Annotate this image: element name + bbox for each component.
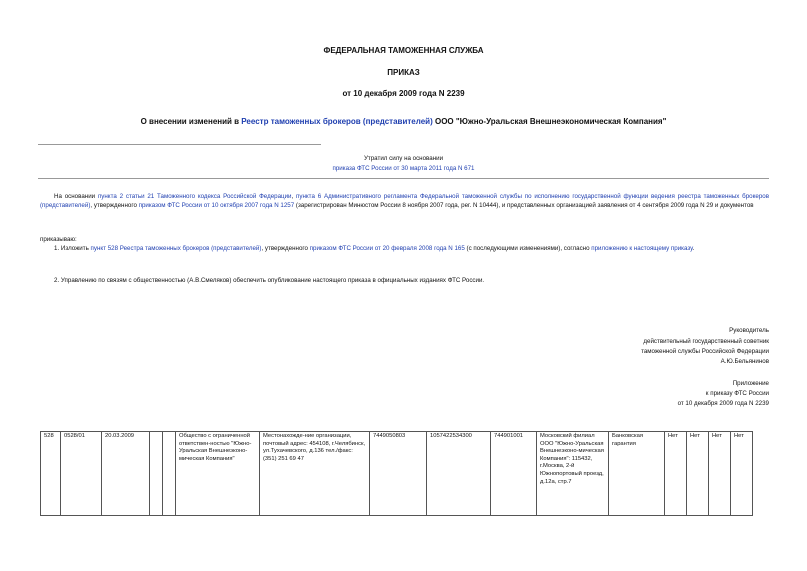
cell-branch: Московский филиал ООО "Южно-Уральская Внешнеэконо-мическая Компания": 115432, г.Москва, 2-й Южнопортовый проезд, д.12а, стр.7 — [537, 432, 609, 516]
p1-text-2: , — [291, 193, 297, 200]
appendix-title: Приложение — [732, 380, 769, 387]
document-type: ПРИКАЗ — [387, 68, 420, 77]
repeal-note: Утратил силу на основании — [363, 155, 444, 162]
cell-number: 528 — [41, 432, 61, 516]
signature-rank-2: таможенной службы Российской Федерации — [641, 348, 769, 355]
item1-text-1: 1. Изложить — [54, 245, 91, 252]
table-row — [41, 432, 753, 516]
cell-guarantee: Банковская гарантия — [609, 432, 665, 516]
cell-flag-1: Нет — [665, 432, 687, 516]
registry-link[interactable]: Реестр таможенных брокеров (представителей) — [241, 117, 433, 126]
signature-role: Руководитель — [729, 327, 769, 334]
item-2: 2. Управлению по связям с общественностью (А.В.Смеляков) обеспечить опубликование настоящего приказа в официальных изданиях ФТС России. — [54, 277, 485, 284]
p1-text-4: (зарегистрирован Минюстом России 8 ноября 2007 года, рег. N 10444), и представленных организацией заявления от 4 сентября 2009 года N 29 и документов — [294, 202, 754, 209]
cell-empty-2 — [163, 432, 176, 516]
agency-name: ФЕДЕРАЛЬНАЯ ТАМОЖЕННАЯ СЛУЖБА — [323, 46, 484, 55]
repeal-order-link[interactable]: приказа ФТС России от 30 марта 2011 года N 671 — [332, 165, 475, 172]
cell-date: 20.03.2009 — [102, 432, 150, 516]
order-word: приказываю: — [40, 236, 77, 243]
cell-empty-1 — [150, 432, 163, 516]
registry-table — [40, 431, 753, 516]
item-1 — [40, 244, 769, 253]
document-date: от 10 декабря 2009 года N 2239 — [342, 89, 465, 98]
divider-bottom — [38, 178, 769, 179]
admin-regulation-link[interactable]: пункта 6 Административного регламента Федеральной таможенной службы по исполнению государственной функции ведения реестра таможенных брокеров (представителей) — [40, 193, 769, 209]
appendix-date: от 10 декабря 2009 года N 2239 — [677, 400, 769, 407]
point-528-link[interactable]: пункт 528 Реестра таможенных брокеров (представителей) — [90, 245, 262, 252]
document-title — [0, 117, 807, 127]
title-suffix: ООО "Южно-Уральская Внешнеэкономическая Компания" — [432, 117, 667, 126]
cell-flag-4: Нет — [731, 432, 753, 516]
cell-reg-number: 0528/01 — [61, 432, 102, 516]
cell-company-name: Общество с ограниченной ответствен-ностью "Южно-Уральская Внешнеэконо-мическая Компания" — [176, 432, 260, 516]
signature-rank-1: действительный государственный советник — [643, 338, 769, 345]
divider-top — [38, 144, 321, 145]
signature-name: А.Ю.Бельянинов — [720, 358, 769, 365]
item1-text-3: (с последующими изменениями), согласно — [464, 245, 592, 252]
repeal-order-link-wrap — [250, 164, 557, 173]
cell-flag-3: Нет — [709, 432, 731, 516]
order-165-link[interactable]: приказом ФТС России от 20 февраля 2008 года N 165 — [309, 245, 465, 252]
cell-kpp: 744901001 — [491, 432, 537, 516]
item1-text-2: , утвержденного — [261, 245, 310, 252]
cell-flag-2: Нет — [687, 432, 709, 516]
customs-code-link[interactable]: пункта 2 статьи 21 Таможенного кодекса Российской Федерации — [97, 193, 292, 200]
cell-ogrn: 1057422534300 — [427, 432, 491, 516]
preamble-paragraph — [40, 192, 769, 210]
appendix-link[interactable]: приложению к настоящему приказу — [591, 245, 693, 252]
p1-text-1: На основании — [54, 193, 98, 200]
title-prefix: О внесении изменений в — [140, 117, 242, 126]
appendix-reference: к приказу ФТС России — [705, 390, 769, 397]
p1-text-3: , утвержденного — [90, 202, 139, 209]
cell-address: Местонахожде-ние организации, почтовый адрес: 454108, г.Челябинск, ул.Тухачевского, д.136 тел./факс: (351) 251 69 47 — [260, 432, 370, 516]
item1-text-4: . — [692, 245, 695, 252]
cell-inn: 7449050803 — [370, 432, 427, 516]
order-1257-link[interactable]: приказом ФТС России от 10 октября 2007 года N 1257 — [138, 202, 295, 209]
